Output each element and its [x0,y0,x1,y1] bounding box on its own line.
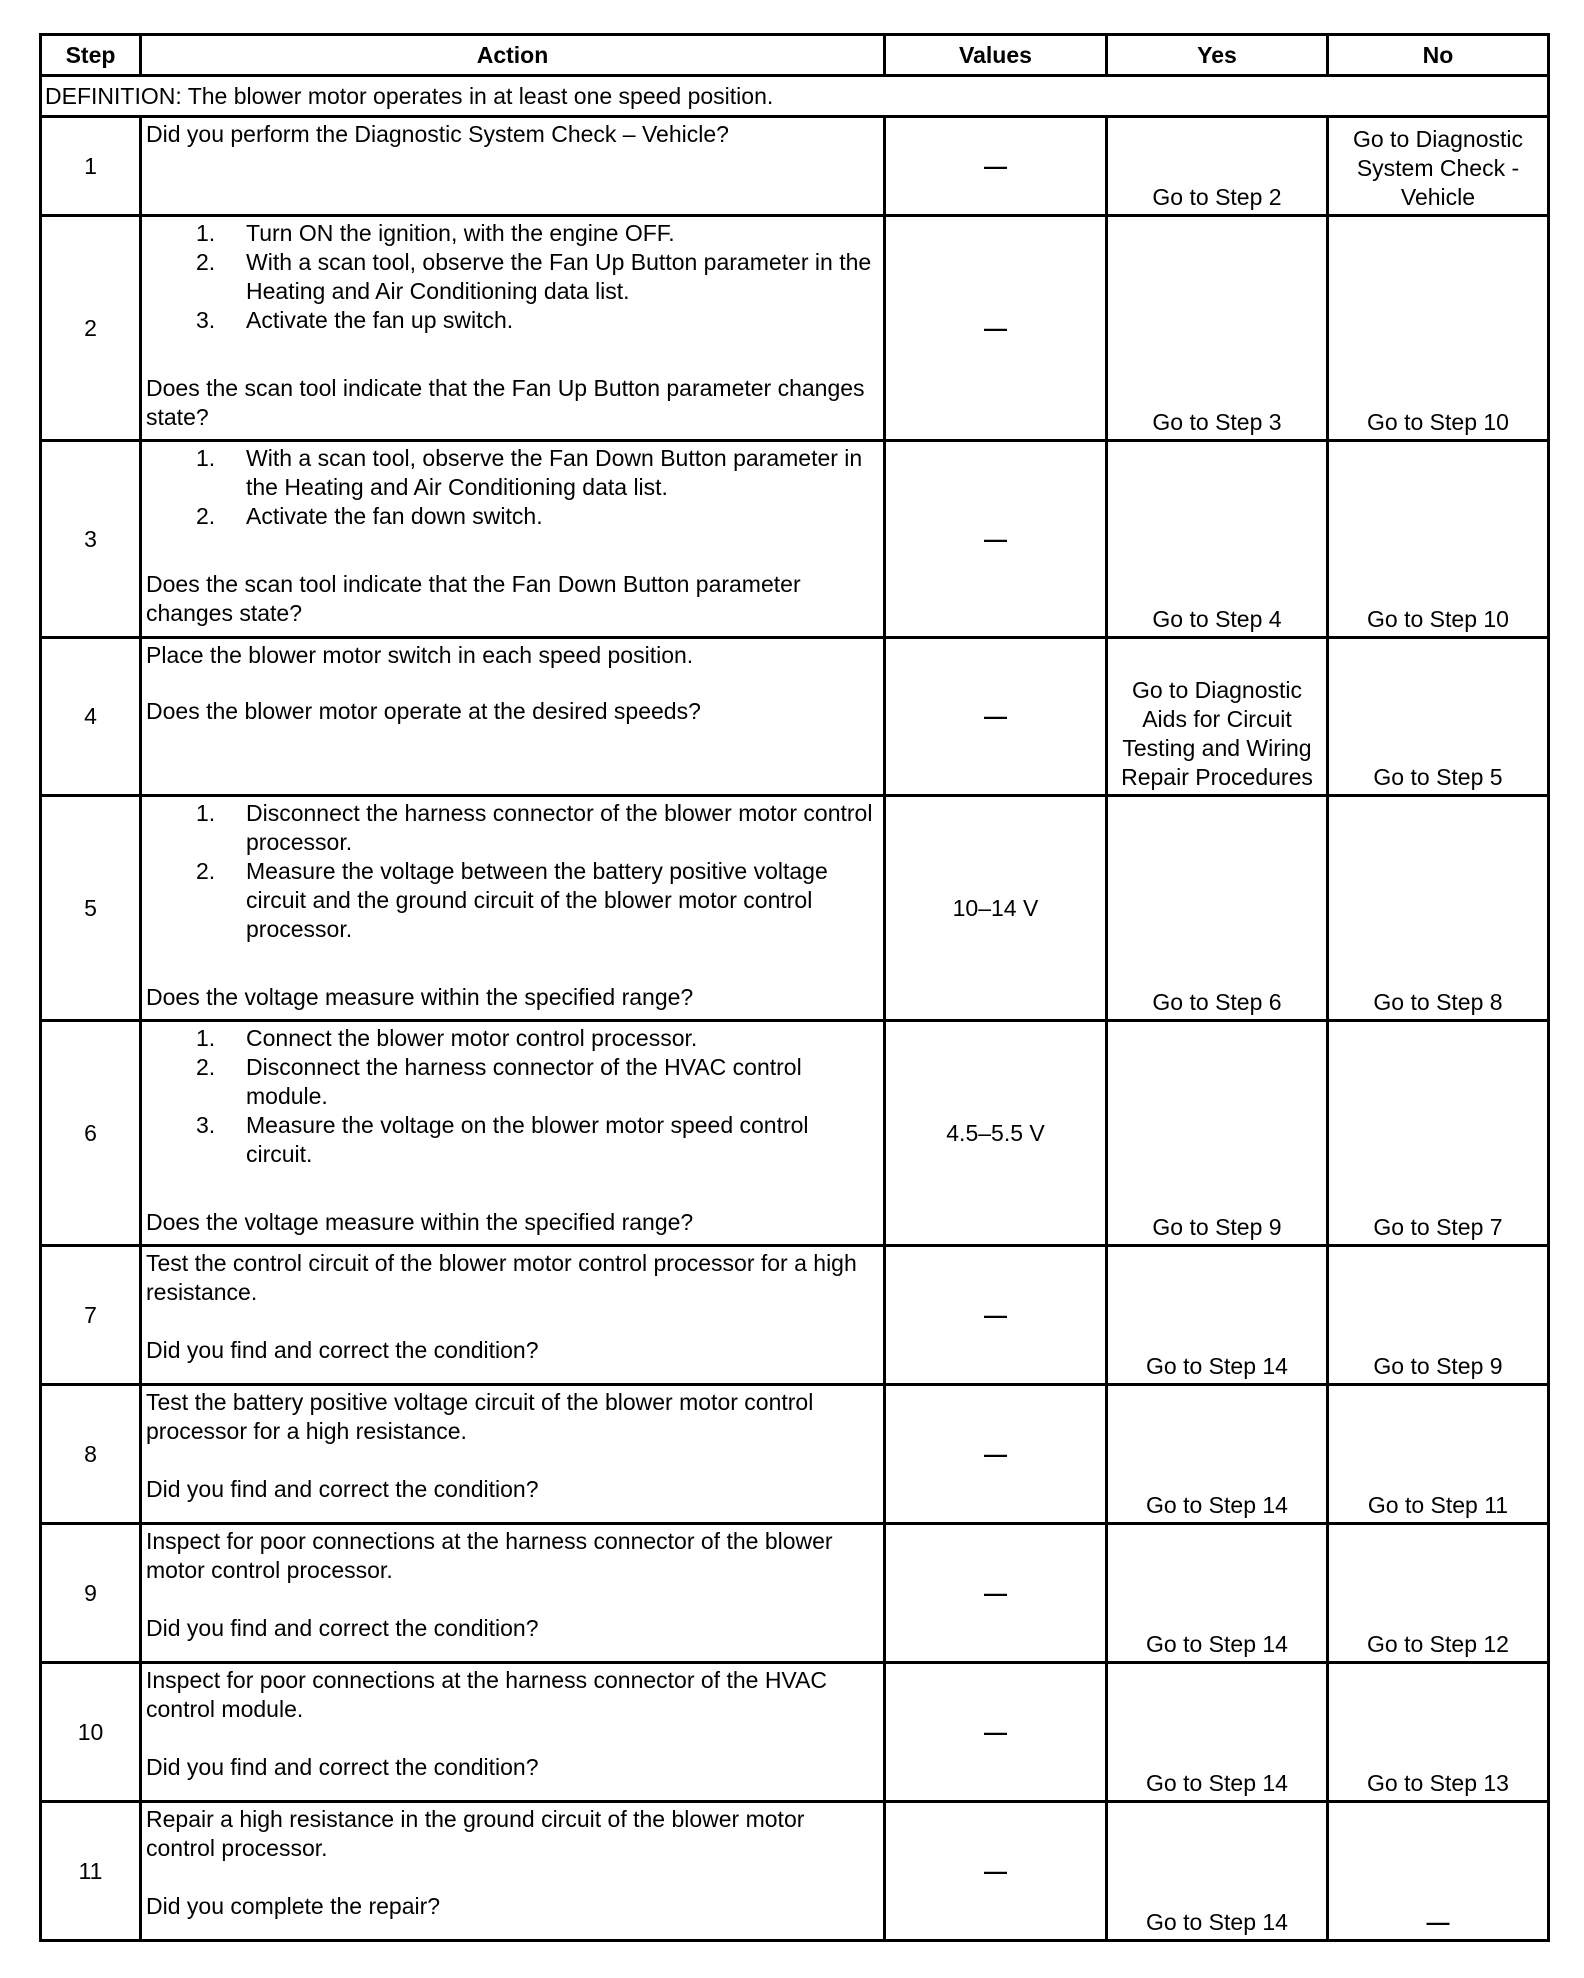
action-step-text: Measure the voltage on the blower motor speed control circuit. [246,1112,809,1167]
action-step-number: 2. [196,1054,216,1080]
header-step: Step [41,35,141,76]
action-question: Does the scan tool indicate that the Fan Down Button parameter changes state? [146,571,801,626]
action-cell [141,1524,885,1663]
step-row [41,638,1549,796]
action-cell [141,441,885,638]
action-step-item [146,248,877,306]
action-step-number: 3. [196,307,216,333]
yes-cell: Go to Step 14 [1107,1802,1328,1941]
header-row [41,35,1549,76]
action-question: Does the scan tool indicate that the Fan Up Button parameter changes state? [146,375,865,430]
no-cell: Go to Step 5 [1328,638,1549,796]
step-row [41,796,1549,1021]
no-cell: Go to Step 9 [1328,1246,1549,1385]
yes-cell: Go to Step 14 [1107,1385,1328,1524]
value-cell: — [885,1802,1107,1941]
header-action: Action [141,35,885,76]
value-cell: 4.5–5.5 V [885,1021,1107,1246]
action-question: Did you find and correct the condition? [146,1615,539,1641]
action-step-item [146,857,877,944]
action-question: Did you perform the Diagnostic System Check – Vehicle? [146,121,729,147]
action-cell [141,117,885,216]
action-step-item [146,1053,877,1111]
value-cell: — [885,441,1107,638]
action-step-item [146,1111,877,1169]
value-cell: — [885,638,1107,796]
no-cell: Go to Step 13 [1328,1663,1549,1802]
no-cell: Go to Step 10 [1328,216,1549,441]
header-no: No [1328,35,1549,76]
action-cell [141,796,885,1021]
action-step-number: 1. [196,445,216,471]
yes-cell: Go to Step 14 [1107,1663,1328,1802]
action-cell [141,1246,885,1385]
action-step-item [146,502,877,531]
value-cell: — [885,1663,1107,1802]
action-cell [141,1385,885,1524]
action-step-list [146,219,877,335]
definition-row [41,76,1549,117]
action-cell [141,1802,885,1941]
yes-cell: Go to Step 2 [1107,117,1328,216]
header-values: Values [885,35,1107,76]
step-number: 3 [41,441,141,638]
step-row [41,1524,1549,1663]
action-cell [141,216,885,441]
yes-cell: Go to Step 6 [1107,796,1328,1021]
action-question: Does the blower motor operate at the desired speeds? [146,698,701,724]
step-number: 2 [41,216,141,441]
yes-cell: Go to Step 3 [1107,216,1328,441]
action-step-number: 2. [196,858,216,884]
step-number: 6 [41,1021,141,1246]
step-number: 4 [41,638,141,796]
action-step-list [146,1024,877,1169]
action-instruction: Inspect for poor connections at the harness connector of the blower motor control processor. [146,1528,833,1583]
no-cell: Go to Step 8 [1328,796,1549,1021]
definition-text: DEFINITION: The blower motor operates in at least one speed position. [41,76,1549,117]
step-row [41,1802,1549,1941]
action-cell [141,638,885,796]
action-step-list [146,799,877,944]
step-number: 10 [41,1663,141,1802]
yes-cell: Go to Step 9 [1107,1021,1328,1246]
step-row [41,1246,1549,1385]
yes-cell: Go to Diagnostic Aids for Circuit Testing and Wiring Repair Procedures [1107,638,1328,796]
step-row [41,117,1549,216]
action-step-text: Disconnect the harness connector of the HVAC control module. [246,1054,802,1109]
action-instruction: Repair a high resistance in the ground circuit of the blower motor control processor. [146,1806,805,1861]
action-question: Did you find and correct the condition? [146,1476,539,1502]
action-step-text: With a scan tool, observe the Fan Up Button parameter in the Heating and Air Conditioning data list. [246,249,872,304]
action-step-text: Turn ON the ignition, with the engine OFF. [246,220,675,246]
action-step-text: Measure the voltage between the battery positive voltage circuit and the ground circuit of the blower motor control processor. [246,858,828,942]
value-cell: — [885,216,1107,441]
value-cell: — [885,1524,1107,1663]
step-row [41,1663,1549,1802]
action-step-item [146,799,877,857]
action-question: Did you find and correct the condition? [146,1754,539,1780]
action-step-text: With a scan tool, observe the Fan Down Button parameter in the Heating and Air Conditioning data list. [246,445,863,500]
action-step-number: 2. [196,503,216,529]
step-number: 9 [41,1524,141,1663]
step-number: 11 [41,1802,141,1941]
action-step-item [146,306,877,335]
action-step-text: Connect the blower motor control processor. [246,1025,698,1051]
action-step-item [146,1024,877,1053]
value-cell: 10–14 V [885,796,1107,1021]
step-number: 5 [41,796,141,1021]
no-cell: Go to Diagnostic System Check - Vehicle [1328,117,1549,216]
action-step-list [146,444,877,531]
step-number: 1 [41,117,141,216]
action-question: Does the voltage measure within the specified range? [146,984,694,1010]
action-step-number: 1. [196,800,216,826]
no-cell: Go to Step 10 [1328,441,1549,638]
action-step-text: Activate the fan down switch. [246,503,543,529]
action-instruction: Test the control circuit of the blower motor control processor for a high resistance. [146,1250,857,1305]
yes-cell: Go to Step 14 [1107,1524,1328,1663]
action-question: Does the voltage measure within the specified range? [146,1209,694,1235]
action-instruction: Place the blower motor switch in each speed position. [146,642,694,668]
step-row [41,1385,1549,1524]
step-row [41,216,1549,441]
step-row [41,1021,1549,1246]
no-cell: — [1328,1802,1549,1941]
action-step-number: 2. [196,249,216,275]
step-number: 7 [41,1246,141,1385]
yes-cell: Go to Step 4 [1107,441,1328,638]
no-cell: Go to Step 7 [1328,1021,1549,1246]
action-step-number: 1. [196,220,216,246]
action-step-text: Activate the fan up switch. [246,307,514,333]
action-instruction: Inspect for poor connections at the harness connector of the HVAC control module. [146,1667,828,1722]
value-cell: — [885,1246,1107,1385]
no-cell: Go to Step 12 [1328,1524,1549,1663]
step-number: 8 [41,1385,141,1524]
action-cell [141,1663,885,1802]
action-instruction: Test the battery positive voltage circuit of the blower motor control processor for a high resistance. [146,1389,814,1444]
action-step-text: Disconnect the harness connector of the blower motor control processor. [246,800,873,855]
header-yes: Yes [1107,35,1328,76]
yes-cell: Go to Step 14 [1107,1246,1328,1385]
no-cell: Go to Step 11 [1328,1385,1549,1524]
action-cell [141,1021,885,1246]
action-question: Did you find and correct the condition? [146,1337,539,1363]
action-step-number: 3. [196,1112,216,1138]
action-step-item [146,219,877,248]
value-cell: — [885,1385,1107,1524]
action-step-item [146,444,877,502]
action-question: Did you complete the repair? [146,1893,441,1919]
value-cell: — [885,117,1107,216]
step-row [41,441,1549,638]
diagnostic-table [39,33,1550,1942]
action-step-number: 1. [196,1025,216,1051]
